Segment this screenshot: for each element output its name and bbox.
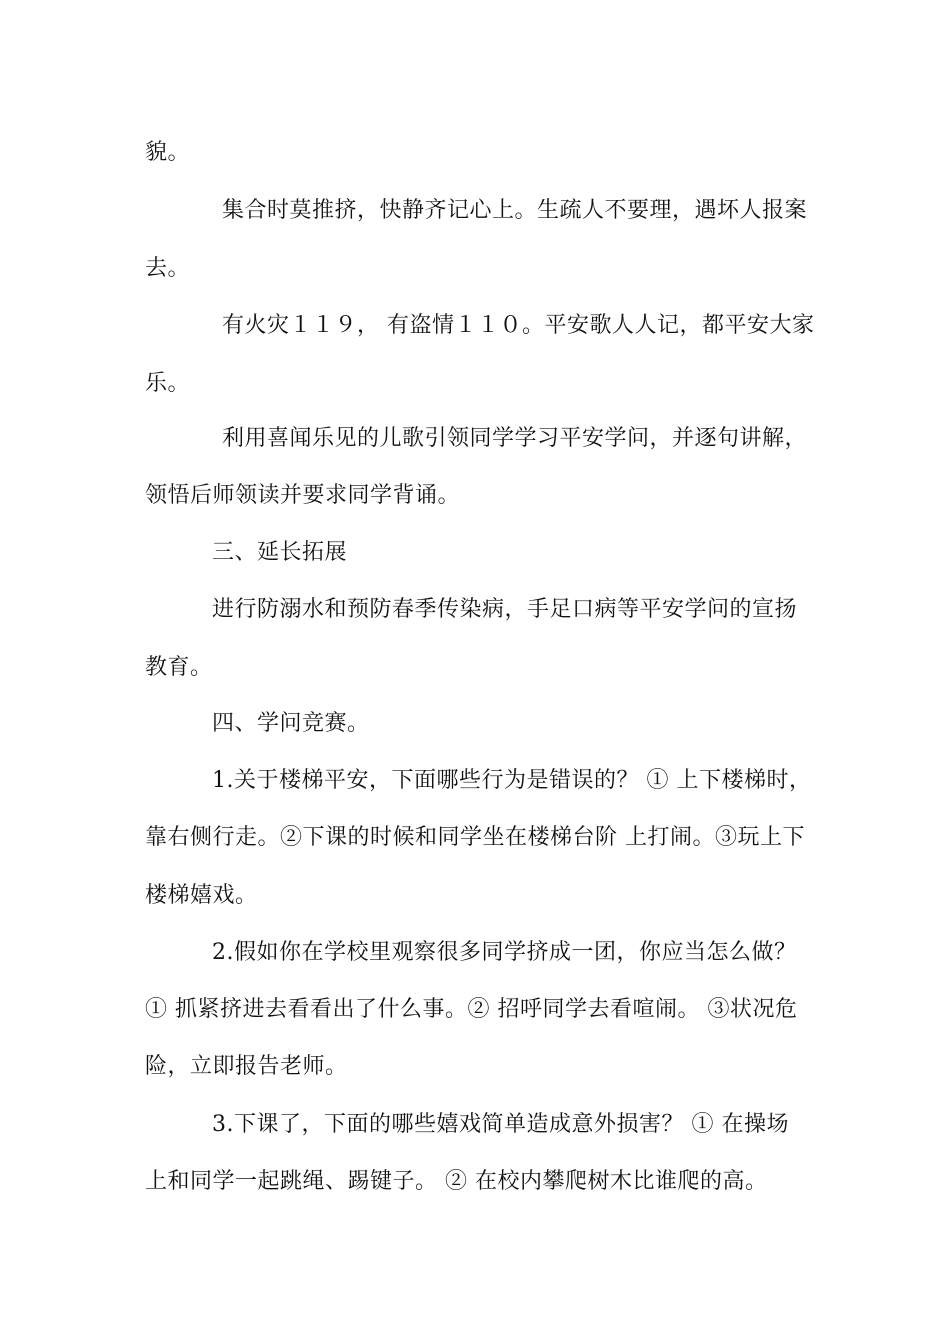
text-line: 靠右侧行走。②下课的时候和同学坐在楼梯台阶 上打闹。③玩上下: [145, 825, 805, 850]
text-line: 教育。: [145, 655, 213, 680]
text-line: 集合时莫推挤，快静齐记心上。生疏人不要理，遇坏人报案: [222, 198, 808, 223]
section-heading: 四、学问竞赛。: [212, 711, 370, 736]
text-line: 乐。: [145, 371, 191, 396]
text-line: 去。: [145, 256, 191, 281]
question-line: 1.关于楼梯平安，下面哪些行为是错误的？ ① 上下楼梯时，: [212, 768, 812, 793]
text-line: 利用喜闻乐见的儿歌引领同学学习平安学问，并逐句讲解，: [222, 426, 808, 451]
text-line: 貌。: [145, 140, 191, 165]
question-line: 2.假如你在学校里观察很多同学挤成一团，你应当怎么做？: [212, 940, 797, 965]
text-line: ① 抓紧挤进去看看出了什么事。② 招呼同学去看喧闹。 ③状况危: [145, 997, 798, 1022]
text-line: 上和同学一起跳绳、踢键子。 ② 在校内攀爬树木比谁爬的高。: [145, 1169, 768, 1194]
text-line: 有火灾１１９， 有盗情１１０。平安歌人人记，都平安大家: [222, 313, 815, 338]
text-line: 楼梯嬉戏。: [145, 883, 258, 908]
section-heading: 三、延长拓展: [212, 540, 348, 565]
text-line: 领悟后师领读并要求同学背诵。: [145, 483, 461, 508]
question-line: 3.下课了，下面的哪些嬉戏简单造成意外损害？ ① 在操场: [212, 1112, 789, 1137]
text-line: 险，立即报告老师。: [145, 1054, 348, 1079]
text-line: 进行防溺水和预防春季传染病，手足口病等平安学问的宣扬: [212, 597, 798, 622]
